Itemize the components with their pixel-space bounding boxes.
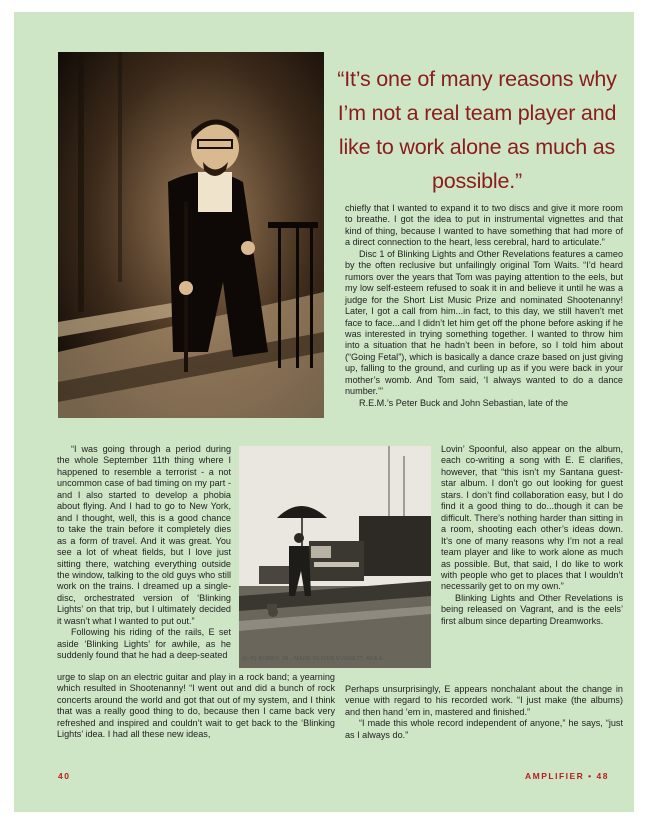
paragraph: “I made this whole record independent of anyone,” he says, “just as I always do.”: [345, 718, 623, 740]
paragraph: Following his riding of the rails, E set aside ‘Blinking Lights’ for awhile, as he suddenly found that he had a deep-seated: [57, 627, 231, 661]
paragraph: Disc 1 of Blinking Lights and Other Revelations features a cameo by the often reclusive but unfailingly original Tom Waits. “I’d heard rumors over the years that Tom was paying attention to the eels, but my low self-esteem refused to soak it in and believe it until he was a judge for the Short List Music Prize and nominated Shootenanny! Later, I got a call from him...in fact, to this day, we still haven’t met face to face...and I didn’t let him get off the phone before asking if he was interested in trying something together. I wanted to throw him into a situation that he hadn’t been in before, so I told him about (“Going Fetal”), which is basically a dance craze based on just giving up, falling to the ground, and curling up as if you were back in your mother’s womb. And Tom said, ‘I always wanted to do a dance number.’”: [345, 248, 623, 397]
photo-man-on-stairs: [58, 52, 324, 418]
left-column-upper: [57, 444, 231, 662]
page-number-left: 40: [58, 771, 71, 781]
paragraph: R.E.M.’s Peter Buck and John Sebastian, late of the: [359, 397, 569, 408]
paragraph: Perhaps unsurprisingly, E appears nonchalant about the change in venue with regard to his recorded work. “I just make (the albums) and then hand ’em in, mastered and finished.”: [345, 684, 623, 717]
page-number-right: AMPLIFIER • 48: [525, 771, 609, 781]
photo-caption: (L-R) BOBBY, JR., MARK OLIVER EVERETT, AKA E: [243, 656, 384, 662]
left-column-lower: [57, 672, 335, 741]
right-column-upper: [345, 203, 623, 409]
paragraph: urge to slap on an electric guitar and play in a rock band; a yearning which resulted in Shootenanny! “I went out and did a bunch of rock concerts around the world and got that out of my system, and I think that was a really good thing to do, because then I came back very refreshed and inspired and couldn’t wait to get back to the ‘Blinking Lights’ idea. I had all these new ideas,: [57, 672, 335, 740]
photo-train-umbrella: [239, 446, 431, 668]
paragraph: chiefly that I wanted to expand it to two discs and give it more room to breathe. I got the idea to put in instrumental vignettes and that kind of thing, because I wanted to have something that had more of a direct connection to the heart, less cerebral, hard to articulate.”: [345, 203, 623, 248]
paragraph: Lovin’ Spoonful, also appear on the album, each co-writing a song with E. E clarifies, however, that “this isn’t my Santana guest-star album. I don’t go out looking for guest stars. I don’t find collaboration easy, but I do find it a good thing to do...though it can be difficult. There’s nothing harder than sitting in a room, shooting each other’s ideas down. It’s one of many reasons why I’m not a real team player and like to work alone as much as possible. But, that said, I do like to work with people who get to places that I wouldn’t necessarily get to on my own.”: [441, 444, 623, 592]
paragraph: “I was going through a period during the whole September 11th thing where I happened to resemble a terrorist - a not uncommon case of bad timing on my part - and I also started to develop a phobia about flying. And I had to go to New York, and I thought, well, this is a good chance to take the train before it completely dies as a form of travel. And it was great. You see a lot of wheat fields, but I love just sitting there, watching everything outside the window, talking to the old guys who still work on the trains. I dreamed up a single-disc, orchestrated version of ‘Blinking Lights’ on that trip, but I ultimately decided it wasn’t what I wanted to put out.”: [57, 444, 231, 626]
right-column-wrap: [441, 444, 623, 627]
right-column-lower: [345, 684, 623, 741]
pull-quote: “It’s one of many reasons why I’m not a real team player and like to work alone as much as possible.”: [337, 67, 617, 193]
paragraph: Blinking Lights and Other Revelations is being released on Vagrant, and is the eels’ first album since departing Dreamworks.: [441, 592, 623, 626]
